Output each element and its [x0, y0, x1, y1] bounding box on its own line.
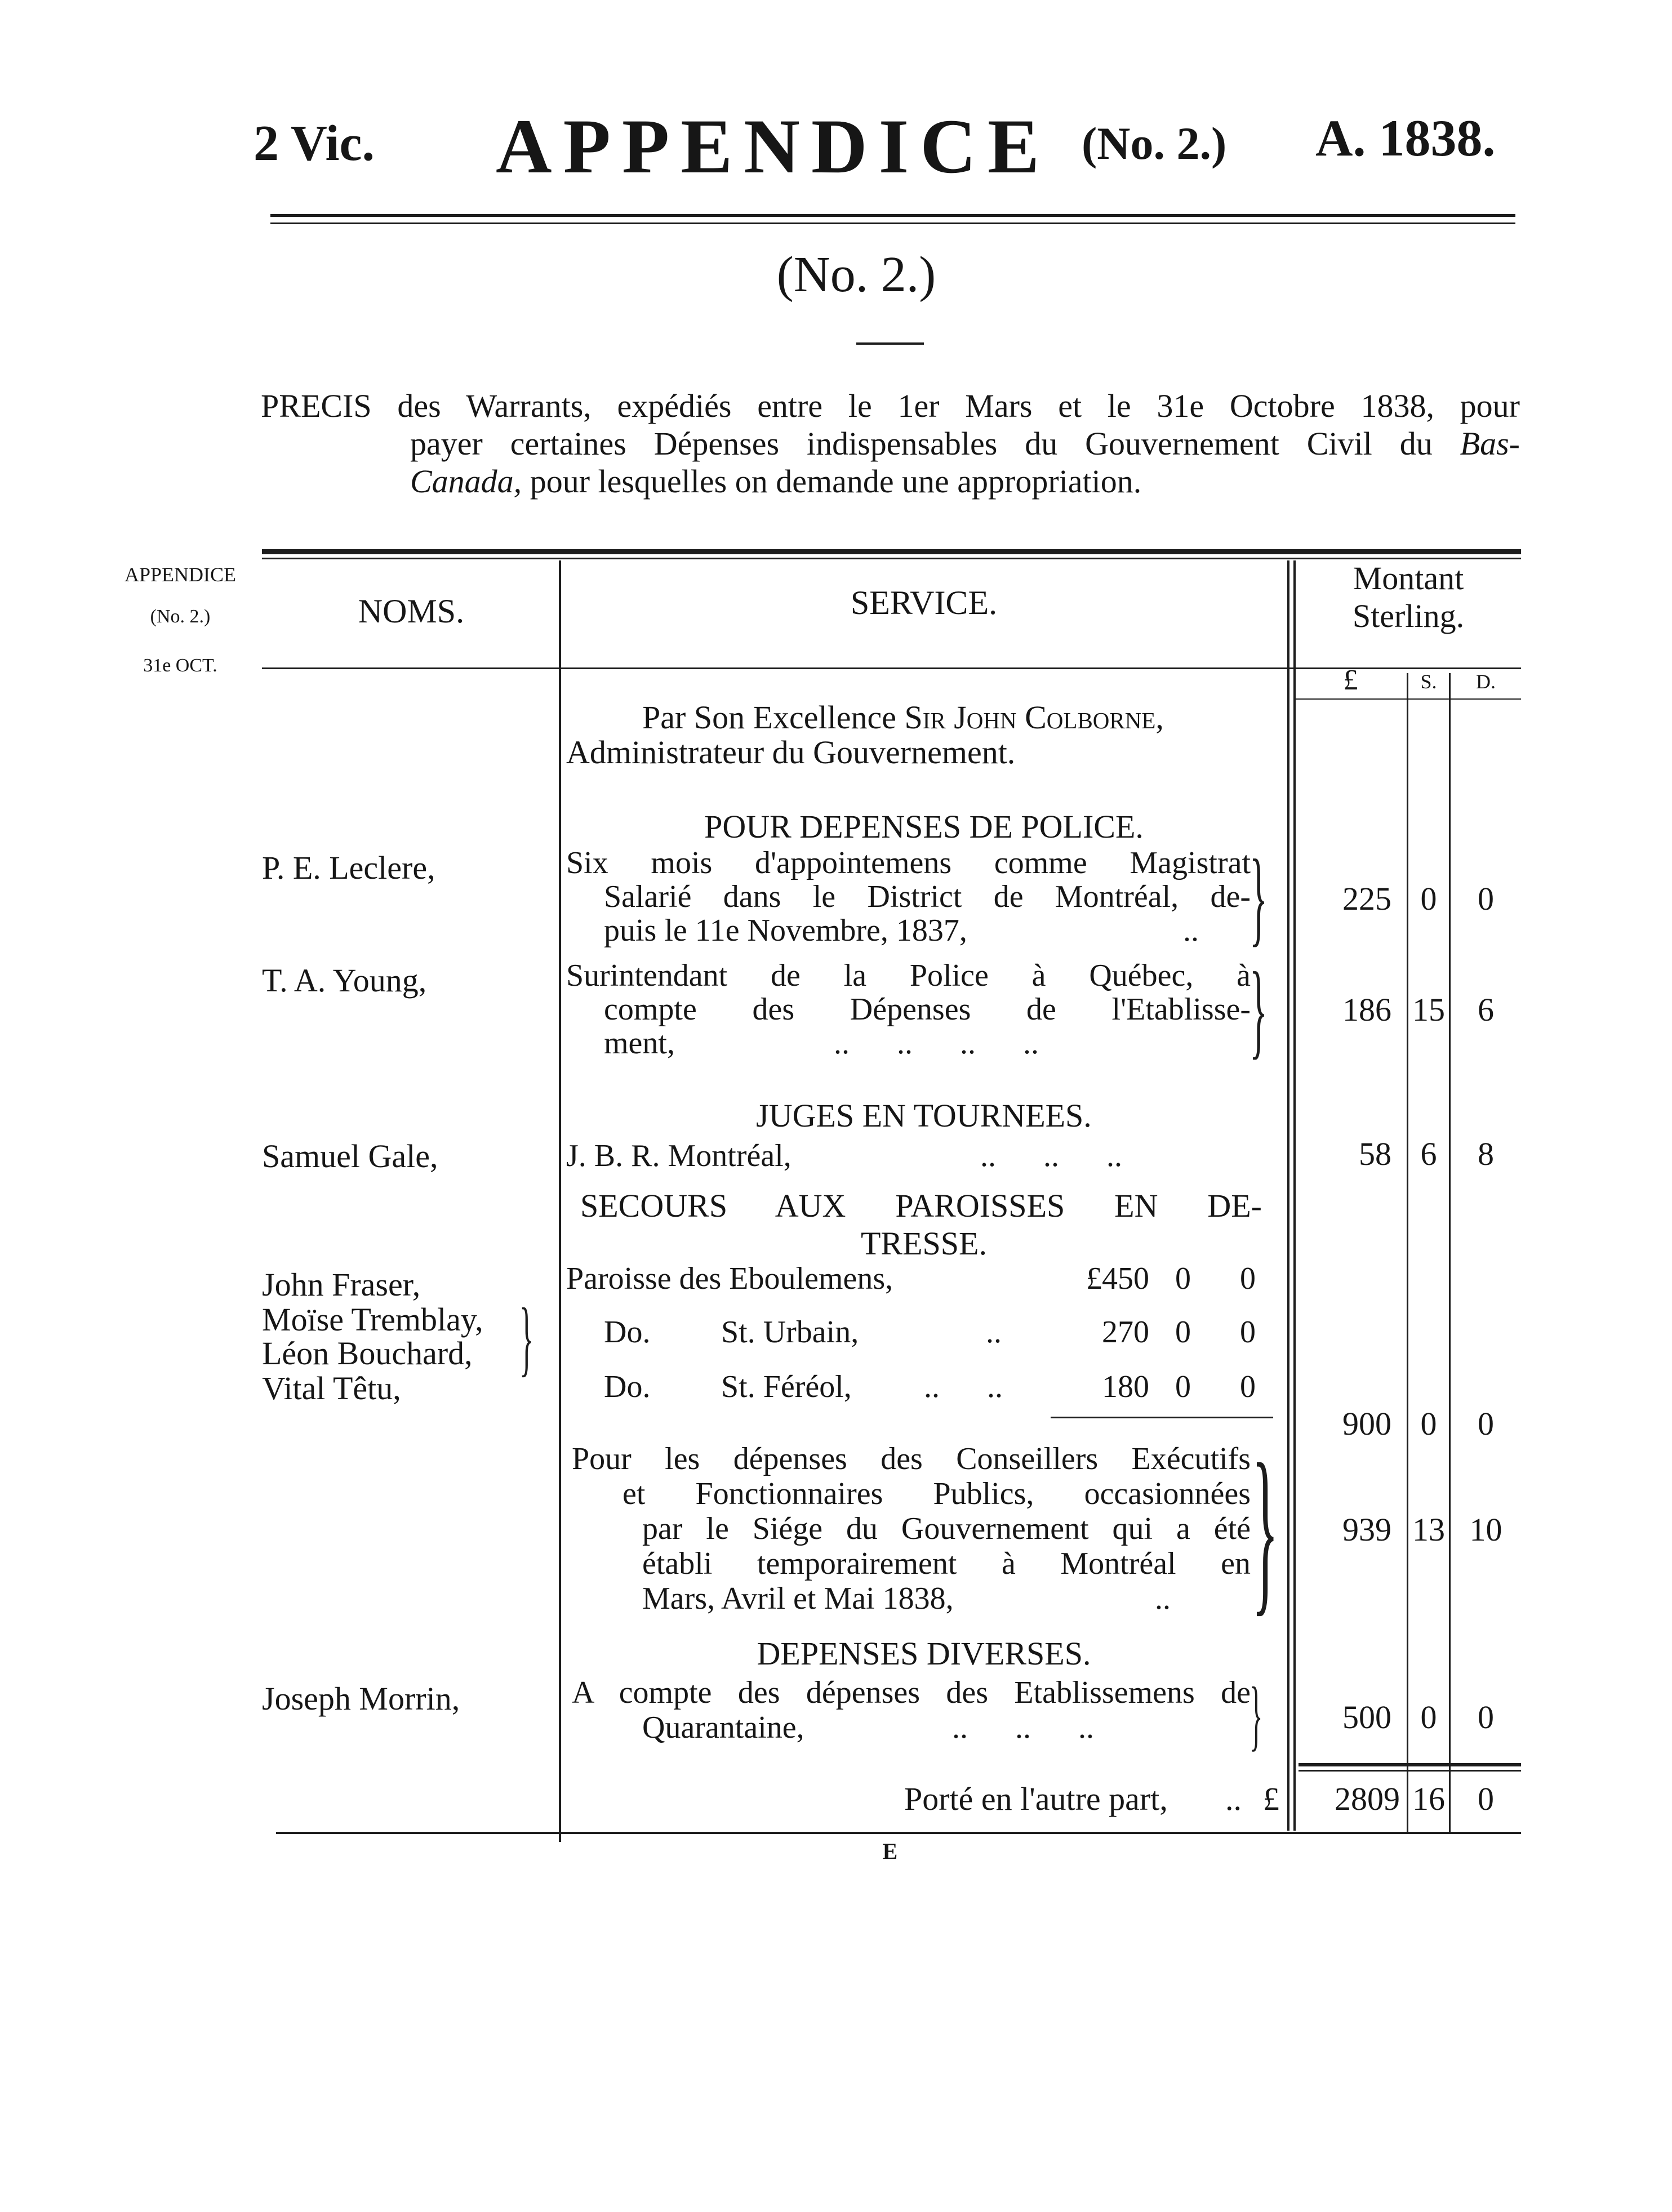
- row-paroisses-pence: 0: [1478, 1405, 1494, 1442]
- row-paroisses-sub-1-s: 0: [1175, 1261, 1191, 1296]
- table-bottom-rule: [276, 1832, 1521, 1834]
- intro-line-1: PRECIS des Warrants, expédiés entre le 1er Mars et le 31e Octobre 1838, pour: [261, 388, 1520, 424]
- intro-line-2: payer certaines Dépenses indispensables du Gouvernement Civil du Bas-: [410, 425, 1520, 462]
- row-conseillers-service-5: Mars, Avril et Mai 1838,: [642, 1581, 954, 1616]
- row-young-service-1: Surintendant de la Police à Québec, à: [566, 958, 1251, 993]
- column-header-pence: D.: [1476, 670, 1496, 693]
- row-morrin-pence: 0: [1478, 1699, 1494, 1735]
- row-leclere-shillings: 0: [1420, 880, 1437, 917]
- section-heading-secours-2: TRESSE.: [861, 1225, 987, 1262]
- column-header-noms: NOMS.: [358, 593, 465, 630]
- row-young-dots: .. .. .. ..: [834, 1026, 1039, 1061]
- row-morrin-name: Joseph Morrin,: [262, 1680, 460, 1717]
- brace-leclere: }: [1249, 838, 1268, 956]
- col-divider-service-amount-1: [1287, 560, 1289, 1831]
- col-divider-service-amount-2: [1293, 560, 1296, 1831]
- margin-note-date: 31e OCT.: [143, 655, 217, 676]
- column-header-service: SERVICE.: [850, 584, 998, 621]
- header-rule-top: [270, 214, 1515, 217]
- row-paroisses-sub-3-pounds: 180: [1102, 1369, 1149, 1404]
- paroisses-subtotal-rule: [1051, 1417, 1273, 1418]
- section-heading-diverses: DEPENSES DIVERSES.: [757, 1635, 1091, 1672]
- row-gale-dots: .. .. ..: [980, 1138, 1122, 1173]
- row-leclere-pence: 0: [1478, 880, 1494, 917]
- row-paroisses-name-1: John Fraser,: [262, 1266, 421, 1303]
- row-leclere-service-2: Salarié dans le District de Montréal, de-: [604, 879, 1251, 914]
- intro-line-3: Canada, pour lesquelles on demande une appropriation.: [410, 463, 1142, 500]
- col-divider-pounds-shillings: [1407, 673, 1408, 1833]
- column-header-montant: Montant: [1353, 560, 1464, 597]
- section-heading-juges: JUGES EN TOURNEES.: [756, 1097, 1092, 1134]
- row-conseillers-service-4: établi temporairement à Montréal en: [642, 1546, 1251, 1581]
- row-paroisses-pounds: 900: [1342, 1405, 1391, 1442]
- row-paroisses-sub-1-label: Paroisse des Eboulemens,: [566, 1261, 893, 1296]
- column-header-shillings: S.: [1420, 670, 1437, 693]
- total-shillings: 16: [1412, 1781, 1445, 1817]
- subtitle-rule: [856, 342, 924, 345]
- col-divider-noms-service: [559, 560, 561, 1842]
- row-paroisses-sub-2-s: 0: [1175, 1315, 1191, 1350]
- row-paroisses-sub-2-d: 0: [1240, 1315, 1256, 1350]
- row-leclere-pounds: 225: [1342, 880, 1391, 917]
- row-conseillers-service-3: par le Siége du Gouvernement qui a été: [642, 1511, 1251, 1546]
- header-vic: 2 Vic.: [254, 115, 375, 171]
- row-leclere-service-1: Six mois d'appointemens comme Magistrat: [566, 845, 1251, 880]
- row-young-pence: 6: [1478, 991, 1494, 1028]
- column-header-pounds: £: [1343, 664, 1358, 696]
- section-heading-secours-1: SECOURS AUX PAROISSES EN DE-: [580, 1187, 1262, 1224]
- row-paroisses-name-4: Vital Têtu,: [262, 1370, 401, 1407]
- row-paroisses-sub-2-label: Do.: [604, 1315, 651, 1350]
- table-top-rule-thin: [262, 558, 1521, 559]
- brace-morrin: }: [1249, 1671, 1263, 1759]
- row-paroisses-sub-3-s: 0: [1175, 1369, 1191, 1404]
- row-conseillers-dots: ..: [1155, 1581, 1171, 1616]
- table-top-rule-thick: [262, 549, 1521, 554]
- row-paroisses-sub-3-place: St. Féréol,: [721, 1369, 852, 1404]
- row-paroisses-sub-3-label: Do.: [604, 1369, 651, 1404]
- authority-line-1: Par Son Excellence Sir John Colborne,: [642, 699, 1164, 736]
- total-rule-top: [1299, 1763, 1521, 1766]
- total-currency: £: [1263, 1781, 1279, 1817]
- row-leclere-name: P. E. Leclere,: [262, 849, 435, 886]
- section-heading-police: POUR DEPENSES DE POLICE.: [704, 808, 1144, 845]
- row-paroisses-name-3: Léon Bouchard,: [262, 1335, 473, 1372]
- row-gale-shillings: 6: [1420, 1136, 1437, 1172]
- row-morrin-pounds: 500: [1342, 1699, 1391, 1735]
- total-pence: 0: [1478, 1781, 1494, 1817]
- row-morrin-dots: .. .. ..: [952, 1710, 1094, 1745]
- margin-note-appendice: APPENDICE: [124, 563, 237, 586]
- row-paroisses-sub-2-dots: ..: [986, 1315, 1002, 1350]
- row-gale-service: J. B. R. Montréal,: [566, 1138, 791, 1173]
- total-label: Porté en l'autre part,: [904, 1781, 1168, 1817]
- row-gale-name: Samuel Gale,: [262, 1138, 438, 1174]
- row-young-service-2: compte des Dépenses de l'Etablisse-: [604, 992, 1251, 1027]
- row-paroisses-sub-1-pounds: £450: [1086, 1261, 1149, 1296]
- row-leclere-service-3: puis le 11e Novembre, 1837,: [604, 913, 967, 948]
- row-paroisses-sub-2-pounds: 270: [1102, 1315, 1149, 1350]
- row-gale-pounds: 58: [1359, 1136, 1391, 1172]
- row-morrin-service-2: Quarantaine,: [642, 1710, 804, 1745]
- total-pounds: 2809: [1335, 1781, 1400, 1817]
- row-conseillers-pence: 10: [1469, 1511, 1502, 1548]
- row-gale-pence: 8: [1478, 1136, 1494, 1172]
- header-year: A. 1838.: [1315, 109, 1496, 167]
- brace-paroisses-names: }: [519, 1291, 534, 1385]
- page-signature: E: [882, 1839, 898, 1864]
- row-morrin-shillings: 0: [1420, 1699, 1437, 1735]
- col-divider-shillings-pence: [1449, 673, 1451, 1833]
- row-young-shillings: 15: [1412, 991, 1445, 1028]
- subtitle: (No. 2.): [776, 247, 936, 302]
- row-paroisses-shillings: 0: [1420, 1405, 1437, 1442]
- row-young-service-3: ment,: [604, 1026, 675, 1061]
- row-leclere-dots: ..: [1183, 913, 1199, 948]
- row-young-name: T. A. Young,: [262, 962, 427, 999]
- header-rule-bottom: [270, 222, 1515, 224]
- row-paroisses-sub-3-dots: .. ..: [924, 1369, 1003, 1404]
- header-title-number: (No. 2.): [1082, 118, 1227, 169]
- authority-line-2: Administrateur du Gouvernement.: [566, 734, 1016, 771]
- row-paroisses-sub-1-d: 0: [1240, 1261, 1256, 1296]
- row-paroisses-sub-2-place: St. Urbain,: [721, 1315, 859, 1350]
- column-header-sterling: Sterling.: [1352, 598, 1465, 634]
- total-rule-bottom: [1299, 1770, 1521, 1772]
- row-paroisses-name-2: Moïse Tremblay,: [262, 1301, 483, 1338]
- brace-conseillers: }: [1252, 1426, 1279, 1632]
- brace-young: }: [1249, 951, 1268, 1069]
- row-morrin-service-1: A compte des dépenses des Etablissemens de: [572, 1675, 1251, 1710]
- header-title: APPENDICE: [496, 103, 1051, 189]
- total-dots: ..: [1225, 1781, 1242, 1817]
- row-conseillers-service-1: Pour les dépenses des Conseillers Exécutifs: [572, 1441, 1251, 1476]
- row-conseillers-service-2: et Fonctionnaires Publics, occasionnées: [622, 1476, 1251, 1511]
- row-conseillers-pounds: 939: [1342, 1511, 1391, 1548]
- row-young-pounds: 186: [1342, 991, 1391, 1028]
- row-paroisses-sub-3-d: 0: [1240, 1369, 1256, 1404]
- row-conseillers-shillings: 13: [1412, 1511, 1445, 1548]
- margin-note-number: (No. 2.): [150, 606, 211, 627]
